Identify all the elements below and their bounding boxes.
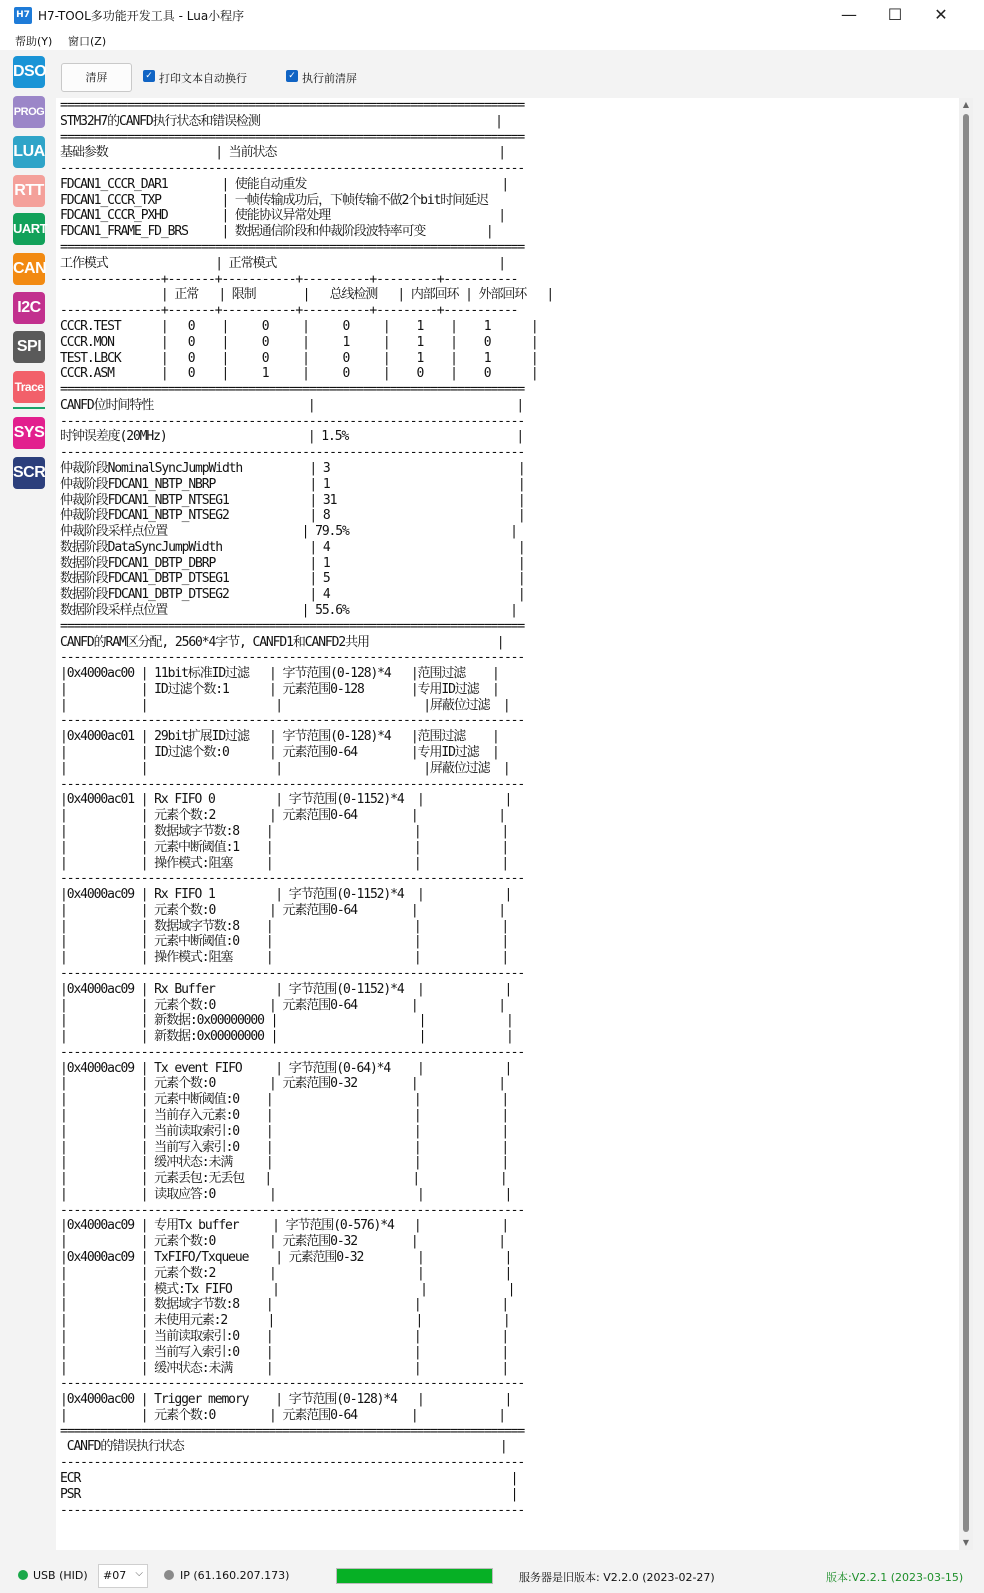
title-bar xyxy=(0,0,984,30)
menu-help[interactable]: 帮助(Y) xyxy=(15,35,53,48)
port-select[interactable] xyxy=(98,1564,148,1588)
progress-bar xyxy=(336,1568,493,1584)
status-bar xyxy=(0,1560,984,1593)
sidebar-item-rtt[interactable]: RTT xyxy=(13,175,45,207)
sidebar-item-uart[interactable]: UART xyxy=(13,213,45,245)
minimize-button[interactable]: — xyxy=(841,5,857,24)
chevron-down-icon: ⌵ xyxy=(135,1568,143,1579)
sidebar-item-sys[interactable]: SYS xyxy=(13,417,45,449)
output-console[interactable] xyxy=(56,98,959,1550)
clear-before-run-label[interactable]: 执行前清屏 xyxy=(302,72,357,85)
local-version-label: 版本:V2.2.1 (2023-03-15) xyxy=(826,1571,964,1584)
maximize-button[interactable]: ☐ xyxy=(887,5,903,24)
usb-status-icon xyxy=(18,1570,28,1580)
output-text: ===================================================================== STM32H7的CANFD执行状态和错误检测 | ===================================================================== 基础参数 | 当前状态 | --------------------------------------------------------------------- FDCAN1_CCCR_DAR1 | 使能自动重发 | FDCAN1_CCCR_TXP | 一帧传输成功后，下帧传输不做2个bit时间延迟 FDCAN1_CCCR_PXHD | 使能协议异常处理 | FDCAN1_FRAME_FD_BRS | 数据通信阶段和仲裁阶段波特率可变 | ===================================================================== 工作模式 | 正常模式 | ---------------+-------+-----------+----------+---------+----------- | 正常 | 限制 | 总线检测 | 内部回环 | 外部回环 | ---------------+-------+-----------+----------+---------+----------- CCCR.TEST | 0 | 0 | 0 | 1 | 1 | CCCR.MON | 0 | 0 | 1 | 1 | 0 | TEST.LBCK | 0 | 0 | 0 | 1 | 1 | CCCR.ASM | 0 | 1 | 0 | 0 | 0 | ===================================================================== CANFD位时间特性 | | --------------------------------------------------------------------- 时钟误差度(20MHz) | 1.5% | --------------------------------------------------------------------- 仲裁阶段NominalSyncJumpWidth | 3 | 仲裁阶段FDCAN1_NBTP_NBRP | 1 | 仲裁阶段FDCAN1_NBTP_NTSEG1 | 31 | 仲裁阶段FDCAN1_NBTP_NTSEG2 | 8 | 仲裁阶段采样点位置 | 79.5% | 数据阶段DataSyncJumpWidth | 4 | 数据阶段FDCAN1_DBTP_DBRP | 1 | 数据阶段FDCAN1_DBTP_DTSEG1 | 5 | 数据阶段FDCAN1_DBTP_DTSEG2 | 4 | 数据阶段采样点位置 | 55.6% | ===================================================================== CANFD的RAM区分配, 2560*4字节, CANFD1和CANFD2共用 | --------------------------------------------------------------------- |0x4000ac00 | 11bit标准ID过滤 | 字节范围(0-128)*4 |范围过滤 | | | ID过滤个数:1 | 元素范围0-128 |专用ID过滤 | | | | |屏蔽位过滤 | --------------------------------------------------------------------- |0x4000ac01 | 29bit扩展ID过滤 | 字节范围(0-128)*4 |范围过滤 | | | ID过滤个数:0 | 元素范围0-64 |专用ID过滤 | | | | |屏蔽位过滤 | --------------------------------------------------------------------- |0x4000ac01 | Rx FIFO 0 | 字节范围(0-1152)*4 | | | | 元素个数:2 | 元素范围0-64 | | | | 数据域字节数:8 | | | | | 元素中断阈值:1 | | | | | 操作模式:阻塞 | | | --------------------------------------------------------------------- |0x4000ac09 | Rx FIFO 1 | 字节范围(0-1152)*4 | | | | 元素个数:0 | 元素范围0-64 | | | | 数据域字节数:8 | | | | | 元素中断阈值:0 | | | | | 操作模式:阻塞 | | | --------------------------------------------------------------------- |0x4000ac09 | Rx Buffer | 字节范围(0-1152)*4 | | | | 元素个数:0 | 元素范围0-64 | | | | 新数据:0x00000000 | | | | | 新数据:0x00000000 | | | --------------------------------------------------------------------- |0x4000ac09 | Tx event FIFO | 字节范围(0-64)*4 | | | | 元素个数:0 | 元素范围0-32 | | | | 元素中断阈值:0 | | | | | 当前存入元素:0 | | | | | 当前读取索引:0 | | | | | 当前写入索引:0 | | | | | 缓冲状态:未满 | | | | | 元素丢包:无丢包 | | | | | 读取应答:0 | | | --------------------------------------------------------------------- |0x4000ac09 | 专用Tx buffer | 字节范围(0-576)*4 | | | | 元素个数:0 | 元素范围0-32 | | |0x4000ac09 | TxFIFO/Txqueue | 元素范围0-32 | | | | 元素个数:2 | | | | | 模式:Tx FIFO | | | | | 数据域字节数:8 | | | | | 未使用元素:2 | | | | | 当前读取索引:0 | | | | | 当前写入索引:0 | | | | | 缓冲状态:未满 | | | --------------------------------------------------------------------- |0x4000ac00 | Trigger memory | 字节范围(0-128)*4 | | | | 元素个数:0 | 元素范围0-64 | | ===================================================================== CANFD的错误执行状态 | --------------------------------------------------------------------- ECR | PSR | --------------------------------------------------------------------- xyxy=(60,98,554,1518)
scroll-thumb[interactable] xyxy=(963,114,969,1532)
ip-status-icon xyxy=(164,1570,174,1580)
auto-wrap-checkbox[interactable]: ✓ xyxy=(143,70,155,82)
sidebar-item-i2c[interactable]: I2C xyxy=(13,292,45,324)
toolbar xyxy=(56,50,984,96)
auto-wrap-label[interactable]: 打印文本自动换行 xyxy=(159,72,247,85)
sidebar-item-can[interactable]: CAN xyxy=(13,253,45,285)
port-select-value: #07 xyxy=(103,1569,127,1582)
vertical-scrollbar[interactable] xyxy=(959,98,973,1550)
sidebar-divider xyxy=(13,407,45,409)
app-logo-icon: H7 xyxy=(14,7,32,24)
menu-window[interactable]: 窗口(Z) xyxy=(68,35,107,48)
menu-bar xyxy=(0,30,984,50)
sidebar-item-dso[interactable]: DSO xyxy=(13,56,45,88)
scroll-down-icon[interactable]: ▼ xyxy=(962,1538,970,1547)
sidebar xyxy=(0,50,56,1567)
clear-before-run-checkbox[interactable]: ✓ xyxy=(286,70,298,82)
close-button[interactable]: ✕ xyxy=(934,5,948,24)
window-title: H7-TOOL多功能开发工具 - Lua小程序 xyxy=(38,9,245,23)
sidebar-item-scr[interactable]: SCR xyxy=(13,457,45,489)
clear-screen-button[interactable]: 清屏 xyxy=(61,63,132,92)
sidebar-item-lua[interactable]: LUA xyxy=(13,136,45,168)
usb-status-label: USB (HID) xyxy=(33,1569,88,1582)
sidebar-item-trace[interactable]: Trace xyxy=(13,371,45,403)
server-version-label: 服务器是旧版本: V2.2.0 (2023-02-27) xyxy=(519,1571,715,1584)
scroll-up-icon[interactable]: ▲ xyxy=(962,100,970,109)
sidebar-item-prog[interactable]: PROG xyxy=(13,96,45,128)
ip-status-label: IP (61.160.207.173) xyxy=(180,1569,290,1582)
sidebar-item-spi[interactable]: SPI xyxy=(13,331,45,363)
progress-fill xyxy=(337,1569,492,1583)
